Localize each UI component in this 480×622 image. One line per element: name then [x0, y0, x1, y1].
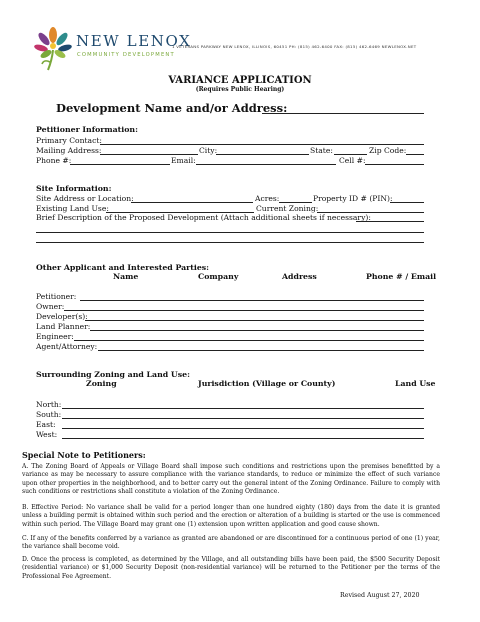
notes-heading: Special Note to Petitioners: — [22, 450, 146, 460]
party-row-label: Land Planner: — [36, 322, 91, 331]
direction-field[interactable] — [62, 408, 424, 409]
direction-label: North: — [36, 400, 62, 409]
description-line[interactable] — [36, 242, 424, 243]
development-name-label: Development Name and/or Address: — [56, 101, 288, 115]
land-use-label: Existing Land Use: — [36, 204, 109, 213]
email-label: Email: — [171, 156, 196, 165]
petitioner-heading: Petitioner Information: — [36, 125, 138, 134]
page-subtitle: (Requires Public Hearing) — [195, 86, 285, 93]
page-title: VARIANCE APPLICATION — [168, 75, 312, 86]
contact-line: 1 VETERANS PARKWAY NEW LENOX, ILLINOIS, 60451 PH: (815) 462-6400 FAX: (815) 462-6469 NEWLENOX.NET — [172, 44, 417, 49]
direction-label: South: — [36, 410, 62, 419]
direction-label: East: — [36, 420, 56, 429]
brand-name: NEW LENOX — [76, 32, 192, 50]
party-row-field[interactable] — [74, 340, 424, 341]
note-item-a: A. The Zoning Board of Appeals or Village Board shall impose such conditions and restrictions upon the premises benefitted by a variance as may be necessary to assure compliance with the variance standards, to reduce or minimize the effect of such variance upon other properties in the neighborhood, and to better carry out the general intent of the Zoning Ordinance. Failure to comply with such conditions or restrictions shall constitute a violation of the Zoning Ordinance. — [22, 463, 440, 495]
parties-col-company: Company — [198, 272, 239, 281]
party-row-field[interactable] — [98, 350, 424, 351]
new-lenox-logo-icon — [34, 26, 72, 72]
pin-field[interactable] — [390, 202, 424, 203]
cell-label: Cell #: — [339, 156, 366, 165]
party-row-label: Petitioner: — [36, 292, 77, 301]
city-field[interactable] — [216, 154, 309, 155]
note-item-c: C. If any of the benefits conferred by a variance as granted are abandoned or are discontinued for a continuous period of one (1) year, the variance shall become void. — [22, 535, 440, 551]
party-row-label: Engineer: — [36, 332, 74, 341]
party-row-field[interactable] — [80, 300, 424, 301]
cell-field[interactable] — [365, 164, 424, 165]
brand-subtitle: COMMUNITY DEVELOPMENT — [77, 52, 175, 58]
zip-label: Zip Code: — [369, 146, 407, 155]
site-address-field[interactable] — [131, 202, 253, 203]
surrounding-heading: Surrounding Zoning and Land Use: — [36, 370, 190, 379]
parties-heading: Other Applicant and Interested Parties: — [36, 263, 210, 272]
parties-col-name: Name — [113, 272, 139, 281]
party-row-field[interactable] — [90, 330, 424, 331]
primary-contact-field[interactable] — [100, 144, 424, 145]
revised-date: Revised August 27, 2020 — [340, 592, 420, 599]
direction-field[interactable] — [62, 428, 424, 429]
zoning-label: Current Zoning: — [256, 204, 319, 213]
surrounding-col-zoning: Zoning — [86, 379, 117, 388]
direction-field[interactable] — [62, 418, 424, 419]
acres-field[interactable] — [279, 202, 312, 203]
state-field[interactable] — [334, 154, 367, 155]
acres-label: Acres: — [255, 194, 280, 203]
direction-field[interactable] — [62, 438, 424, 439]
description-field[interactable] — [356, 221, 424, 222]
party-row-field[interactable] — [64, 310, 424, 311]
city-label: City: — [199, 146, 218, 155]
party-row-label: Owner: — [36, 302, 65, 311]
phone-label: Phone #: — [36, 156, 72, 165]
phone-field[interactable] — [70, 164, 170, 165]
note-item-b: B. Effective Period: No variance shall be valid for a period longer than one hundred eighty (180) days from the date it is granted unless a building permit is obtained within such period and the erection or alteration of a building is started or the use is commenced within such period. The Village Board may grant one (1) extension upon written application and good cause shown. — [22, 504, 440, 528]
description-label: Brief Description of the Proposed Development (Attach additional sheets if necessary): — [36, 213, 371, 222]
parties-col-address: Address — [282, 272, 317, 281]
surrounding-col-jurisdiction: Jurisdiction (Village or County) — [198, 379, 336, 388]
surrounding-col-land-use: Land Use — [395, 379, 436, 388]
development-name-field[interactable] — [262, 113, 424, 114]
party-row-field[interactable] — [85, 320, 424, 321]
zip-field[interactable] — [406, 154, 424, 155]
note-item-d: D. Once the process is completed, as determined by the Village, and all outstanding bills have been paid, the $500 Security Deposit (residential variance) or $1,000 Security Deposit (non-residential variance) will be returned to the Petitioner per the terms of the Professional Fee Agreement. — [22, 556, 440, 580]
site-heading: Site Information: — [36, 184, 112, 193]
party-row-label: Developer(s): — [36, 312, 88, 321]
site-address-label: Site Address or Location: — [36, 194, 134, 203]
parties-col-phone-email: Phone # / Email — [366, 272, 437, 281]
pin-label: Property ID # (PIN): — [313, 194, 393, 203]
primary-contact-label: Primary Contact: — [36, 136, 102, 145]
mailing-address-field[interactable] — [100, 154, 198, 155]
description-line[interactable] — [36, 232, 424, 233]
state-label: State: — [310, 146, 333, 155]
direction-label: West: — [36, 430, 58, 439]
party-row-label: Agent/Attorney: — [36, 342, 98, 351]
mailing-address-label: Mailing Address: — [36, 146, 102, 155]
email-field[interactable] — [196, 164, 336, 165]
